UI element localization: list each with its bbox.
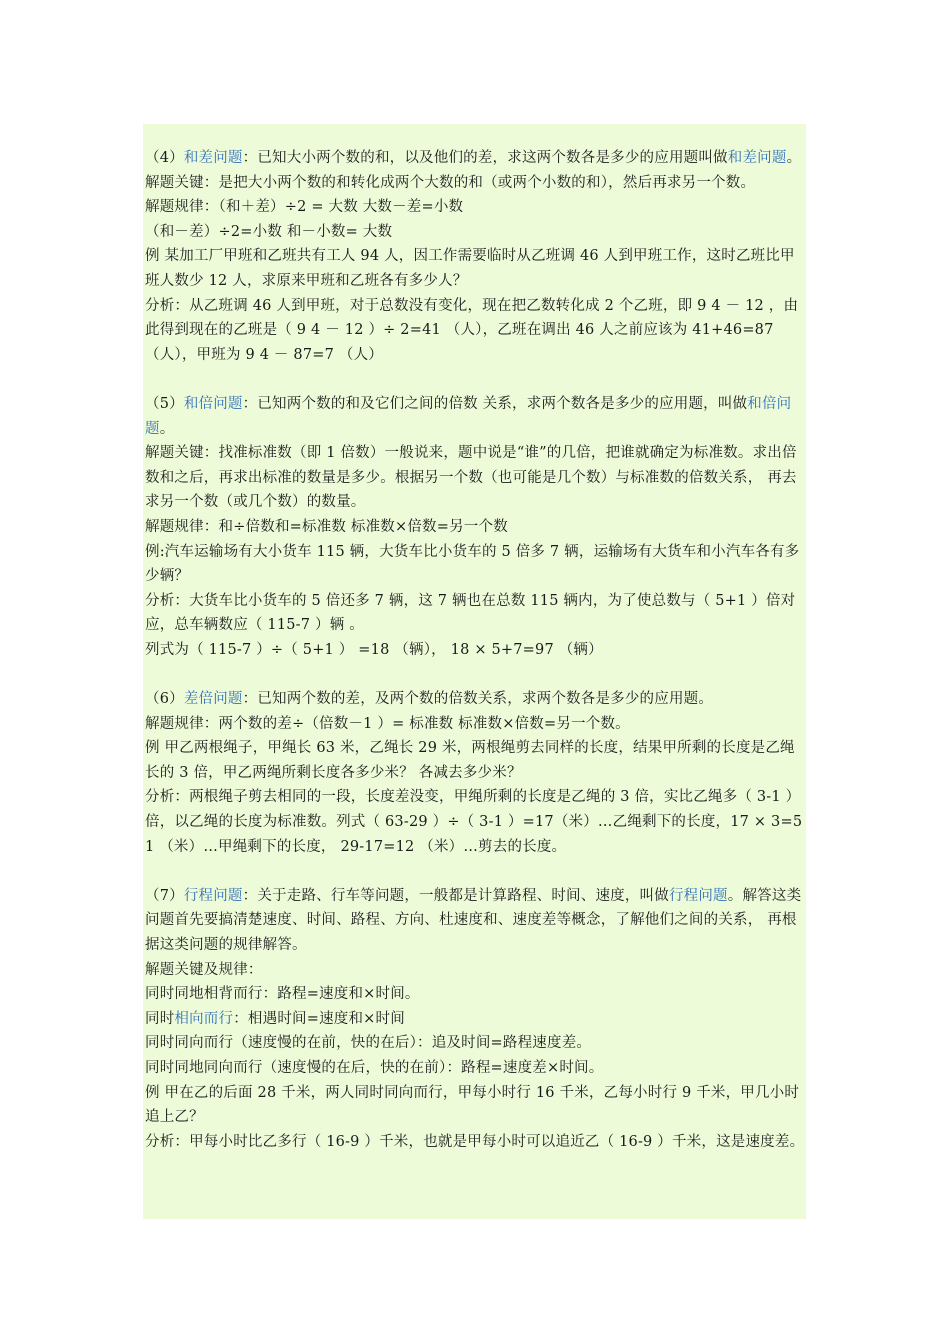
definition-text: ：关于走路、行车等问题，一般都是计算路程、时间、速度，叫做 (242, 887, 669, 904)
punctuation: 。 (786, 150, 802, 166)
section-4-heading (145, 146, 807, 171)
example-text: 例:汽车运输场有大小货车 115 辆，大货车比小货车的 5 倍多 7 辆，运输场有大货车和小汽车各有多少辆？ (145, 543, 800, 585)
definition-text: ：已知两个数的和及它们之间的倍数 关系，求两个数各是多少的应用题，叫做 (242, 395, 748, 412)
keyword-link[interactable]: 和倍问题 (145, 395, 792, 437)
rule-suffix: ：相遇时间=速度和×时间 (233, 1010, 405, 1027)
section-5-heading (145, 392, 807, 441)
keyword-link[interactable]: 相向而行 (174, 1010, 234, 1027)
punctuation: 。 (159, 420, 175, 437)
key-point: 解题关键：是把大小两个数的和转化成两个大数的和（或两个小数的和），然后再求另一个数。 (145, 174, 756, 191)
analysis-text: 分析：从乙班调 46 人到甲班，对于总数没有变化，现在把乙数转化成 2 个乙班，即 9 4 － 12 ，由此得到现在的乙班是（ 9 4 － 12 ）÷ 2=41 （人），乙班在调出 46 人之前应该为 41+46=87 （人），甲班为 9 4 － 87=7 （人） (145, 297, 799, 363)
keyword-link[interactable]: 和差问题 (727, 150, 787, 166)
keyword-link[interactable]: 和倍问题 (183, 395, 243, 412)
key-point: 解题关键及规律： (145, 961, 263, 978)
analysis-text: 分析：两根绳子剪去相同的一段，长度差没变，甲绳所剩的长度是乙绳的 3 倍，实比乙绳多（ 3-1 ）倍，以乙绳的长度为标准数。列式（ 63-29 ）÷（ 3-1 ）=17（米）…乙绳剩下的长度，17 × 3=51 （米）…甲绳剩下的长度， 29-17=12 （米）…剪去的长度。 (145, 789, 803, 855)
spacer (145, 367, 807, 392)
section-number: （5） (145, 395, 184, 412)
spacer (145, 662, 807, 687)
example-text: 例 某加工厂甲班和乙班共有工人 94 人，因工作需要临时从乙班调 46 人到甲班工作，这时乙班比甲班人数少 12 人，求原来甲班和乙班各有多少人？ (145, 248, 795, 289)
example-text: 例 甲乙两根绳子，甲绳长 63 米，乙绳长 29 米，两根绳剪去同样的长度，结果甲所剩的长度是乙绳 长的 3 倍，甲乙两绳所剩长度各多少米？ 各减去多少米？ (145, 740, 795, 781)
section-6-heading (145, 687, 807, 712)
rule-line: 同时同地同向而行（速度慢的在后，快的在前）：路程=速度差×时间。 (145, 1059, 604, 1076)
section-7-heading (145, 884, 807, 958)
keyword-link[interactable]: 行程问题 (183, 887, 243, 904)
key-point: 解题关键：找准标准数（即 1 倍数）一般说来，题中说是“谁”的几倍，把谁就确定为标准数。求出倍数和之后，再求出标准的数量是多少。根据另一个数（也可能是几个数）与标准数的倍数关系， 再去求另一个数（或几个数）的数量。 (145, 445, 797, 511)
section-number: （4） (145, 150, 184, 166)
rule-line: 同时同向而行（速度慢的在前，快的在后）：追及时间=路程速度差。 (145, 1035, 592, 1052)
example-text: 例 甲在乙的后面 28 千米，两人同时同向而行，甲每小时行 16 千米，乙每小时行 9 千米，甲几小时追上乙？ (145, 1084, 800, 1126)
formula-text: 列式为（ 115-7 ）÷（ 5+1 ） =18 （辆）， 18 × 5+7=97 （辆） (145, 641, 603, 658)
rule-line: 解题规律：（和＋差）÷2 = 大数 大数－差=小数 (145, 199, 464, 216)
rule-line: 解题规律：两个数的差÷（倍数－1 ）= 标准数 标准数×倍数=另一个数。 (145, 715, 630, 732)
keyword-link[interactable]: 和差问题 (183, 150, 243, 166)
definition-text: ：已知两个数的差，及两个数的倍数关系，求两个数各是多少的应用题。 (242, 691, 714, 708)
rule-line: （和－差）÷2=小数 和－小数= 大数 (145, 223, 393, 240)
definition-text: ：已知大小两个数的和，以及他们的差，求这两个数各是多少的应用题叫做 (242, 150, 728, 166)
definition-text: 。解答这类问题首先要搞清楚速度、时间、路程、方向、杜速度和、速度差等概念，了解他们之间的关系， 再根据这类问题的规律解答。 (145, 887, 802, 953)
rule-prefix: 同时 (145, 1010, 175, 1027)
rule-line: 同时同地相背而行：路程=速度和×时间。 (145, 986, 420, 1003)
spacer (145, 859, 807, 884)
rule-line (145, 1007, 807, 1032)
keyword-link[interactable]: 差倍问题 (183, 691, 243, 708)
analysis-text: 分析：大货车比小货车的 5 倍还多 7 辆，这 7 辆也在总数 115 辆内，为了使总数与（ 5+1 ）倍对应，总车辆数应（ 115-7 ）辆 。 (145, 592, 796, 634)
analysis-text: 分析：甲每小时比乙多行（ 16-9 ）千米，也就是甲每小时可以追近乙（ 16-9 ）千米，这是速度差。 (145, 1133, 805, 1150)
rule-line: 解题规律：和÷倍数和=标准数 标准数×倍数=另一个数 (145, 518, 508, 535)
section-number: （6） (145, 691, 184, 708)
section-number: （7） (145, 887, 184, 904)
document-body (145, 146, 807, 1154)
keyword-link[interactable]: 行程问题 (668, 887, 728, 904)
